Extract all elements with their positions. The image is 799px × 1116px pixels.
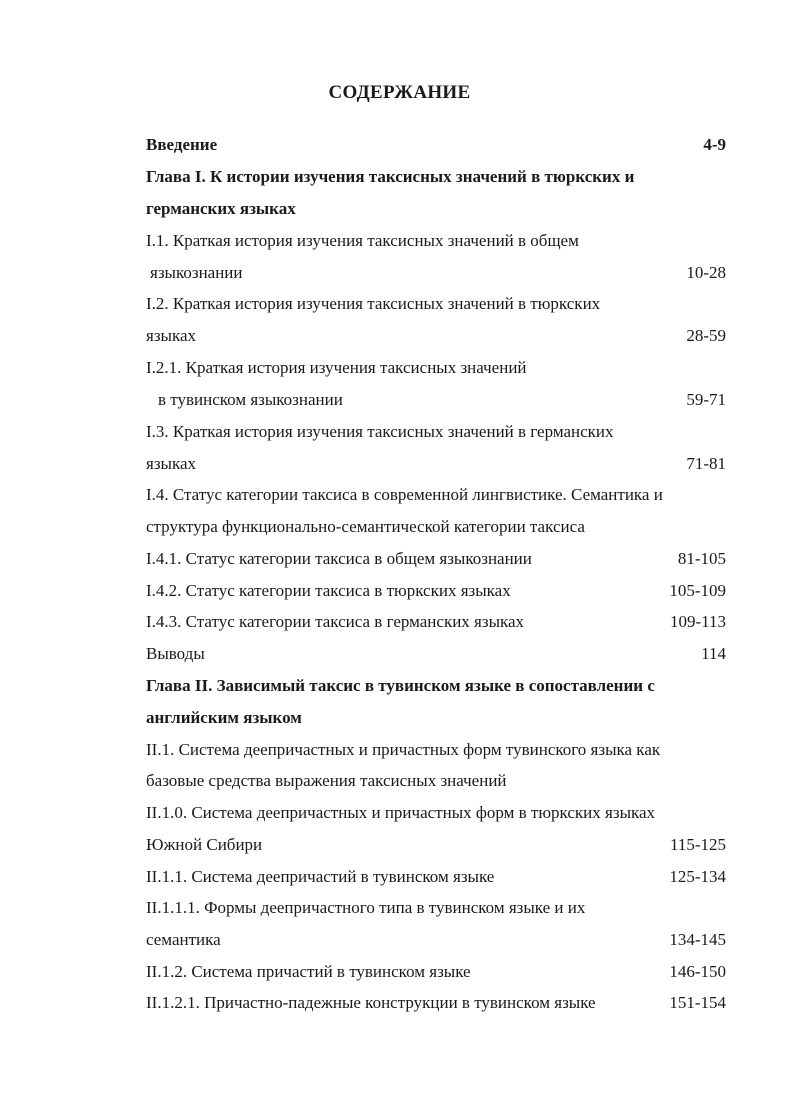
toc-entry-text: английским языком [146,708,302,727]
toc-entry-text: Глава I. К истории изучения таксисных значений в тюркских и [146,167,635,186]
toc-entry [146,928,726,952]
toc-entry-text: I.4.2. Статус категории таксиса в тюркских языках [146,581,511,600]
toc-entry-text: I.1. Краткая история изучения таксисных значений в общем [146,231,579,250]
toc-entry-text: I.2.1. Краткая история изучения таксисных значений [146,358,527,377]
toc-entry-text: языках [146,326,197,345]
page-title: СОДЕРЖАНИЕ [328,82,471,103]
toc-entry [146,991,726,1015]
toc-entry-text: I.4.3. Статус категории таксиса в германских языках [146,612,525,631]
toc-entry [146,833,726,857]
toc-entry-text: II.1.1.1. Формы деепричастного типа в тувинском языке и их [146,898,586,917]
toc-entry-text: базовые средства выражения таксисных значений [146,771,507,790]
toc-entry-text: семантика [146,930,221,949]
toc-entry-page: 125-134 [669,867,726,886]
toc-entry-page: 114 [701,644,726,663]
toc-entry-text: Введение [146,135,218,154]
toc-entry [146,356,726,380]
toc-entry [146,674,726,698]
toc-entry-text: Выводы [146,644,205,663]
toc-entry-page: 10-28 [686,263,726,282]
toc-entry-page: 105-109 [669,581,726,600]
toc-entry [146,229,726,253]
toc-entry-page: 71-81 [686,454,726,473]
toc-entry [146,261,726,285]
toc-entry-text: II.1.2.1. Причастно-падежные конструкции в тувинском языке [146,993,596,1012]
toc-entry [146,515,726,539]
toc-entry-text: I.4. Статус категории таксиса в современной лингвистике. Семантика и [146,485,663,504]
toc-entry [146,388,726,412]
toc-entry-page: 134-145 [669,930,726,949]
toc-entry-text: II.1.1. Система деепричастий в тувинском языке [146,867,495,886]
toc-entry [146,165,726,189]
toc-entry-text: I.4.1. Статус категории таксиса в общем языкознании [146,549,532,568]
toc-entry [146,642,726,666]
toc-entry [146,547,726,571]
toc-entry-text: в тувинском языкознании [158,390,343,409]
toc-entry-text: II.1. Система деепричастных и причастных форм тувинского языка как [146,740,661,759]
toc-entry [146,738,726,762]
toc-entry-page: 4-9 [703,135,726,154]
toc-entry [146,452,726,476]
toc-entry [146,896,726,920]
toc-entry-text: I.3. Краткая история изучения таксисных значений в германских [146,422,614,441]
toc-entry-page: 109-113 [669,612,726,631]
toc-entry [146,420,726,444]
toc-entry-text: германских языках [146,199,296,218]
toc-entry-text: I.2. Краткая история изучения таксисных значений в тюркских [146,294,601,313]
toc-entry [146,579,726,603]
toc-entry-page: 151-154 [669,993,726,1012]
toc-entry-page: 115-125 [669,835,726,854]
toc-entry-text: структура функционально-семантической категории таксиса [146,517,585,536]
toc-entry [146,801,726,825]
toc-entry-page: 28-59 [686,326,726,345]
toc-entry [146,197,726,221]
toc-entry [146,292,726,316]
toc-entry-text: II.1.0. Система деепричастных и причастных форм в тюркских языках [146,803,656,822]
toc-entry [146,960,726,984]
toc-entry-page: 146-150 [669,962,726,981]
toc-entry-text: языкознании [150,263,243,282]
toc-entry [146,483,726,507]
toc-entry [146,610,726,634]
toc-entry-text: языках [146,454,197,473]
toc-entry [146,133,726,157]
toc-entry-text: Глава II. Зависимый таксис в тувинском языке в сопоставлении с [146,676,655,695]
toc-entry-text: Южной Сибири [146,835,263,854]
toc-entry [146,769,726,793]
toc-entry-page: 59-71 [686,390,726,409]
toc-entry [146,865,726,889]
toc-entry-text: II.1.2. Система причастий в тувинском языке [146,962,471,981]
toc-entry [146,324,726,348]
toc-entry [146,706,726,730]
toc-entry-page: 81-105 [677,549,726,568]
